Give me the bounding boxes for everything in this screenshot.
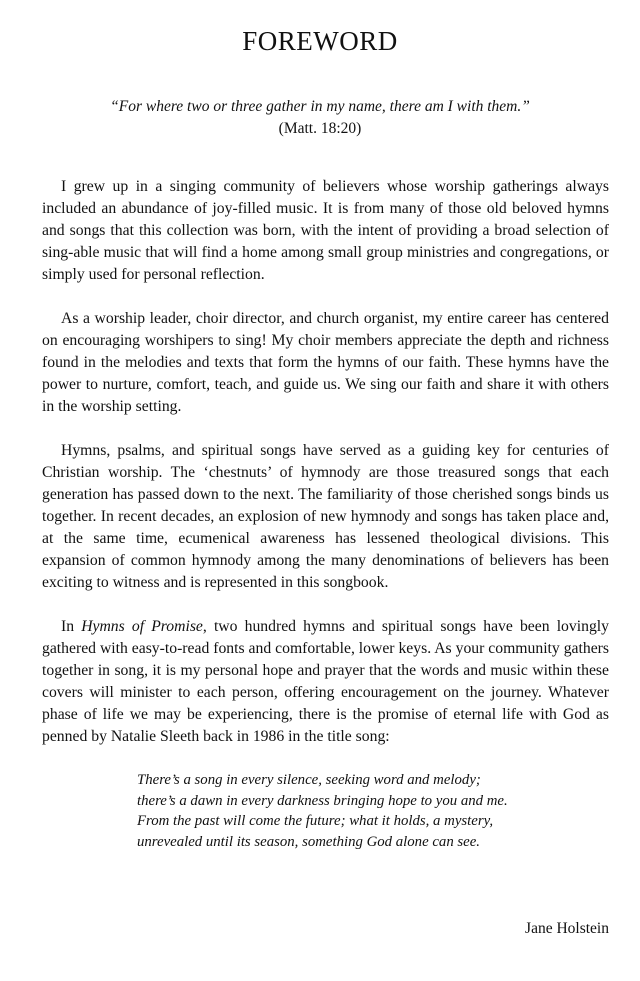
paragraph-3: Hymns, psalms, and spiritual songs have served as a guiding key for centuries of Christian worship. The ‘chestnuts’ of hymnody are those treasured songs that each generation has passed down to the next. The familiarity of those cherished songs binds us together. In recent decades, an explosion of new hymnody and songs has taken place and, at the same time, ecumenical awareness has lessened theological divisions. This expansion of common hymnody among the many denominations of believers has been exciting to witness and is represented in this songbook. (42, 442, 609, 591)
paragraph-4 (42, 616, 609, 748)
poem-line: There’s a song in every silence, seeking word and melody; (137, 772, 481, 788)
foreword-body (42, 176, 609, 770)
author-signature: Jane Holstein (525, 920, 609, 937)
epigraph (0, 96, 640, 140)
epigraph-quote: “For where two or three gather in my name, there am I with them.” (110, 98, 530, 115)
poem-line: From the past will come the future; what it holds, a mystery, (137, 813, 494, 829)
poem-line: there’s a dawn in every darkness bringing hope to you and me. (137, 792, 508, 809)
epigraph-reference: (Matt. 18:20) (278, 120, 362, 137)
paragraph-4-text: , two hundred hymns and spiritual songs have been lovingly gathered with easy-to-read fonts and comfortable, lower keys. As your community gathers together in song, it is my personal hope and prayer that the words and music within these covers will minister to each person, offering encouragement on the journey. Whatever phase of life we may be experiencing, there is the promise of eternal life with God as penned by Natalie Sleeth back in 1986 in the title song: (42, 618, 609, 745)
paragraph-1: I grew up in a singing community of believers whose worship gatherings always included an abundance of joy-filled music. It is from many of those old beloved hymns and songs that this collection was born, with the intent of providing a broad selection of sing-able music that will find a home among small group ministries and congregations, or simply used for personal reflection. (42, 178, 609, 283)
poem-line: unrevealed until its season, something God alone can see. (137, 833, 481, 850)
book-title: Hymns of Promise (81, 618, 203, 635)
hymn-excerpt (137, 770, 508, 852)
paragraph-4-prefix: In (61, 618, 82, 635)
page-title: FOREWORD (242, 26, 398, 56)
paragraph-2: As a worship leader, choir director, and church organist, my entire career has centered on encouraging worshipers to sing! My choir members appreciate the depth and richness found in the melodies and texts that form the hymns of our faith. These hymns have the power to nurture, comfort, teach, and guide us. We sing our faith and share it with others in the worship setting. (42, 310, 609, 415)
